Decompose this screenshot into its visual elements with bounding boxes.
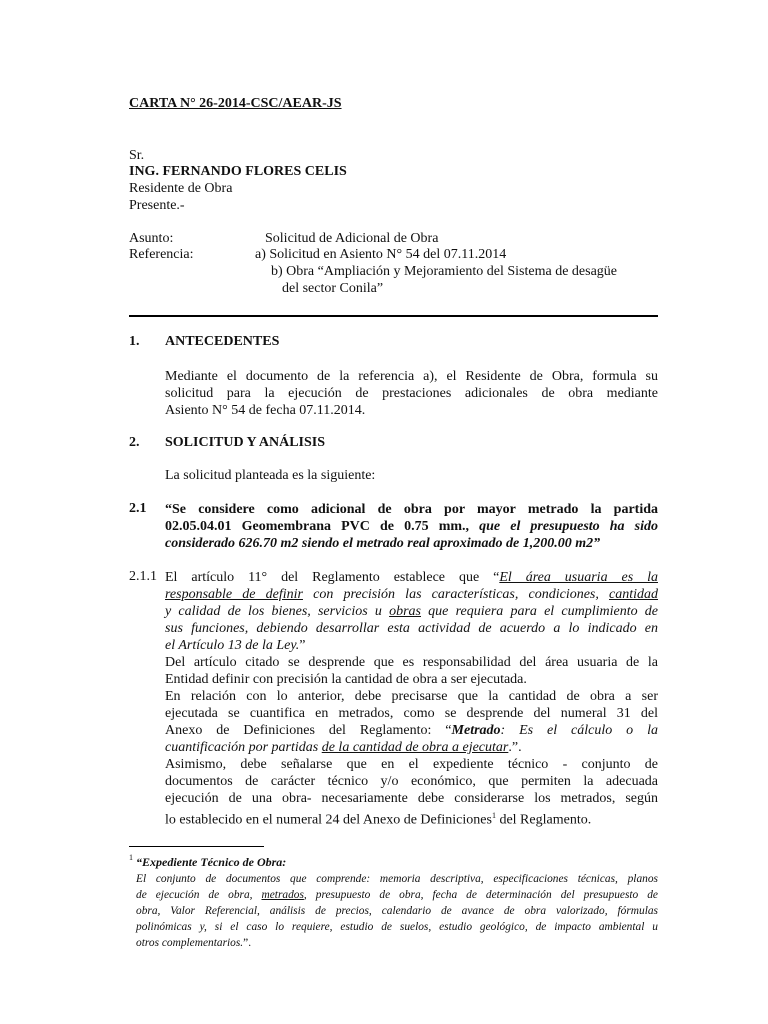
section211-p4-line2: documentos de carácter técnico y/o económico, que permiten la adecuada (165, 774, 658, 789)
footnote-separator (129, 846, 264, 847)
section211-p1-line5 (165, 637, 658, 654)
section1-line2: solicitud para la ejecución de prestaciones adicionales de obra mediante (165, 386, 658, 401)
partida-quote: que el presupuesto ha sido (469, 519, 658, 534)
footnote-mark: 1 (129, 853, 133, 862)
text-run: El artículo 11° del Reglamento establece que “ (165, 570, 500, 585)
footnote-line2 (136, 887, 658, 904)
referencia-a: a) Solicitud en Asiento N° 54 del 07.11.2014 (255, 247, 507, 262)
horizontal-rule (129, 315, 658, 317)
text-run: con precisión las características, condiciones, (302, 587, 610, 602)
addressee-closing: Presente.- (129, 198, 185, 213)
definition-term: Metrado (451, 723, 501, 738)
section21-line3: considerado 626.70 m2 siendo el metrado real aproximado de 1,200.00 m2” (165, 536, 601, 551)
section211-number: 2.1.1 (129, 569, 157, 584)
text-run: de ejecución de obra, (136, 889, 262, 901)
section1-line3: Asiento N° 54 de fecha 07.11.2014. (165, 403, 366, 418)
quote-underlined: cantidad (609, 587, 659, 602)
section1-number: 1. (129, 334, 140, 349)
text-run: el Artículo 13 de la Ley. (165, 638, 300, 653)
referencia-label: Referencia: (129, 247, 194, 262)
section21-line2 (165, 518, 658, 535)
section211-p3-line2: ejecutada se cuantifica en metrados, como se desprende del numeral 31 del (165, 706, 658, 721)
footnote-reference[interactable]: 1 (491, 811, 496, 820)
footnote-title: “Expediente Técnico de Obra: (136, 855, 287, 869)
section21-number: 2.1 (129, 501, 147, 516)
text-run: que requiera para el cumplimiento de (421, 604, 658, 619)
section2-intro: La solicitud planteada es la siguiente: (165, 468, 376, 483)
section2-heading: SOLICITUD Y ANÁLISIS (165, 435, 326, 450)
footnote-line1: El conjunto de documentos que comprende: memoria descriptiva, especificaciones técnicas, planos (136, 873, 658, 885)
text-run: .”. (508, 740, 522, 755)
text-run: otros complementarios. (136, 937, 244, 949)
quote-underlined: responsable de definir (165, 587, 303, 602)
quote-underlined: obras (389, 604, 421, 619)
addressee-name: ING. FERNANDO FLORES CELIS (129, 164, 347, 179)
section211-p3-line3 (165, 722, 658, 739)
text-run: y calidad de los bienes, servicios u (165, 604, 390, 619)
section211-p2-line2: Entidad definir con precisión la cantidad de obra a ser ejecutada. (165, 672, 527, 687)
section21-line1: “Se considere como adicional de obra por mayor metrado la partida (165, 502, 658, 517)
footnote-line4: polinómicas y, si el caso lo requiere, estudio de suelos, estudio geológico, de impacto ambiental u (136, 921, 658, 933)
section211-p1-line3 (165, 603, 658, 620)
section1-heading: ANTECEDENTES (165, 334, 280, 349)
asunto-value: Solicitud de Adicional de Obra (265, 231, 439, 246)
section2-number: 2. (129, 435, 140, 450)
section211-p2-line1: Del artículo citado se desprende que es responsabilidad del área usuaria de la (165, 655, 658, 670)
salutation: Sr. (129, 148, 145, 163)
footnote-line3: obra, Valor Referencial, análisis de precios, calendario de avance de obra valorizado, fórmulas (136, 905, 658, 917)
letter-title: CARTA N° 26-2014-CSC/AEAR-JS (129, 96, 342, 111)
text-run: Anexo de Definiciones del Reglamento: “ (165, 723, 452, 738)
text-run: ”. (243, 937, 252, 949)
text-run: del Reglamento. (495, 812, 592, 828)
section211-p4-line3: ejecución de una obra- necesariamente debe considerarse los metrados, según (165, 791, 658, 806)
section211-p3-line1: En relación con lo anterior, debe precisarse que la cantidad de obra a ser (165, 689, 658, 704)
quote-underlined: El área usuaria es la (499, 570, 658, 585)
text-run: lo establecido en el numeral 24 del Anexo de Definiciones (165, 812, 492, 828)
asunto-label: Asunto: (129, 231, 174, 246)
section211-p1-line2 (165, 586, 658, 603)
section211-p4-line4 (165, 807, 658, 829)
partida-code: 02.05.04.01 Geomembrana PVC de 0.75 mm., (165, 519, 470, 534)
referencia-b-line2: del sector Conila” (282, 281, 384, 296)
referencia-b-line1: b) Obra “Ampliación y Mejoramiento del Sistema de desagüe (271, 264, 618, 279)
section1-line1: Mediante el documento de la referencia a), el Residente de Obra, formula su (165, 369, 658, 384)
addressee-position: Residente de Obra (129, 181, 233, 196)
text-run: , presupuesto de obra, fecha de determinación del presupuesto de (303, 889, 658, 901)
quote-underlined: metrados (261, 889, 304, 901)
section211-p3-line4 (165, 739, 658, 756)
section211-p4-line1: Asimismo, debe señalarse que en el expediente técnico - conjunto de (165, 757, 658, 772)
section211-p1-line4: sus funciones, debiendo desarrollar esta actividad de acuerdo a lo indicado en (165, 621, 658, 636)
section211-p1-line1 (165, 569, 658, 586)
quote-underlined: de la cantidad de obra a ejecutar (321, 740, 509, 755)
text-run: : Es el cálculo o la (500, 723, 658, 738)
footnote-line5 (136, 935, 658, 952)
text-run: cuantificación por partidas (165, 740, 322, 755)
text-run: ” (299, 638, 306, 653)
